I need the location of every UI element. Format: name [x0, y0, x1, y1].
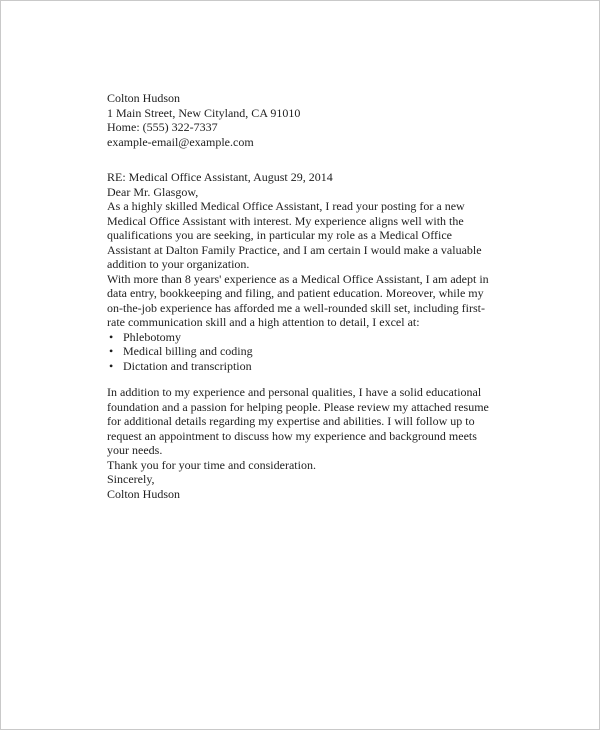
skills-list [107, 330, 495, 374]
address-line-email: example-email@example.com [107, 134, 254, 149]
letter-content [107, 91, 495, 501]
address-line-street: 1 Main Street, New Cityland, CA 91010 [107, 105, 301, 120]
skill-item: • Phlebotomy [107, 330, 495, 345]
body-paragraph-2: With more than 8 years' experience as a Medical Office Assistant, I am adept in data entry, bookkeeping and filing, and patient education. Moreover, while my on-the-job experience has afforded me a well-rounded skill set, including first-rate communication skill and a high attention to detail, I excel at: [107, 271, 489, 329]
signature-name: Colton Hudson [107, 486, 181, 501]
sender-address-block [107, 106, 495, 150]
valediction: Sincerely, [107, 472, 155, 486]
salutation: Dear Mr. Glasgow, [107, 184, 199, 199]
skill-item: • Medical billing and coding [107, 344, 495, 359]
signature-block [107, 472, 495, 501]
thank-you-line: Thank you for your time and consideration. [107, 457, 316, 472]
skill-item: • Dictation and transcription [107, 359, 495, 374]
subject-line: RE: Medical Office Assistant, August 29, 2014 [107, 170, 333, 184]
body-paragraph-3: In addition to my experience and personal qualities, I have a solid educational foundation and a passion for helping people. Please review my attached resume for additional details regarding my expertise and abilities. I will follow up to request an appointment to discuss how my experience and background meets your needs. [107, 385, 489, 457]
sender-name: Colton Hudson [107, 91, 181, 105]
body-paragraph-1: As a highly skilled Medical Office Assistant, I read your posting for a new Medical Office Assistant with interest. My experience aligns well with the qualifications you are seeking, in particular my role as a Medical Office Assistant at Dalton Family Practice, and I am certain I would make a valuable addition to your organization. [107, 199, 482, 271]
address-line-phone: Home: (555) 322-7337 [107, 120, 218, 134]
